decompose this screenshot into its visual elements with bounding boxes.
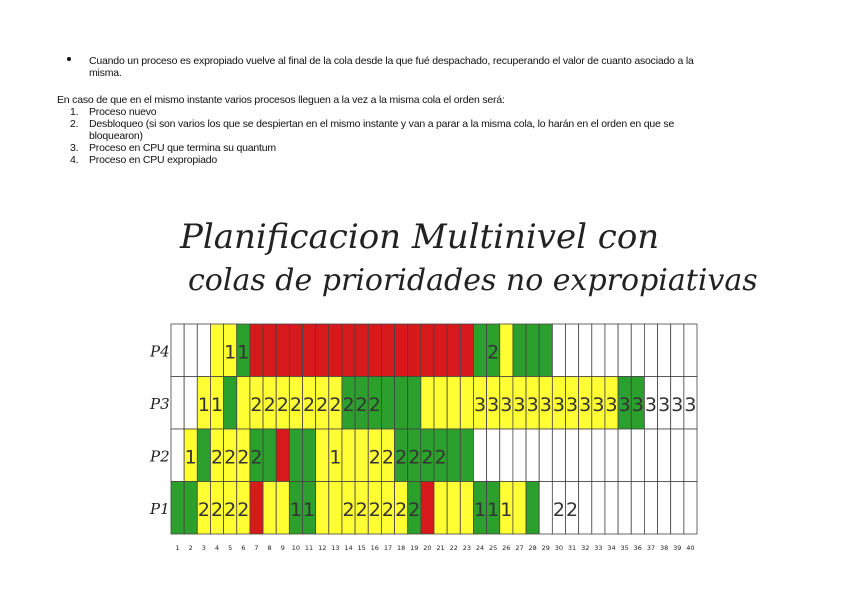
cell-digit: 2: [250, 446, 263, 469]
cell-digit: 3: [552, 393, 565, 416]
gantt-cell: [671, 324, 684, 377]
axis-tick-label: 28: [528, 544, 537, 552]
gantt-cell: [684, 429, 697, 482]
axis-tick-label: 3: [201, 544, 206, 552]
figure-title-line1: Planificacion Multinivel con: [180, 217, 660, 257]
cell-digit: 1: [289, 498, 302, 521]
axis-tick-label: 40: [686, 544, 695, 552]
gantt-cell: [592, 324, 605, 377]
bullet-text-line1: Cuando un proceso es expropiado vuelve al final de la cola desde la que fué despachado, recuperando el valor de cuanto asociado a la: [89, 55, 694, 67]
gantt-cell: [631, 429, 644, 482]
gantt-cell: [408, 324, 421, 377]
gantt-cell: [171, 377, 184, 430]
gantt-cell: [316, 324, 329, 377]
gantt-cell: [303, 324, 316, 377]
gantt-cell: [263, 324, 276, 377]
axis-tick-label: 10: [291, 544, 301, 552]
gantt-cell: [184, 324, 197, 377]
gantt-cell: [316, 429, 329, 482]
gantt-cell: [303, 429, 316, 482]
gantt-cell: [263, 429, 276, 482]
gantt-cell: [342, 324, 355, 377]
gantt-cell: [460, 377, 473, 430]
gantt-cell: [500, 324, 513, 377]
cell-digit: 3: [539, 393, 552, 416]
gantt-grid: [149, 324, 697, 552]
gantt-cell: [644, 324, 657, 377]
cell-digit: 1: [184, 446, 197, 469]
gantt-cell: [618, 324, 631, 377]
figure-title-line2: colas de prioridades no expropiativas: [188, 263, 758, 298]
gantt-cell: [421, 377, 434, 430]
axis-tick-label: 35: [620, 544, 629, 552]
gantt-cell: [381, 324, 394, 377]
cell-digit: 2: [329, 393, 342, 416]
gantt-cell: [395, 324, 408, 377]
cell-digit: 2: [250, 393, 263, 416]
list-item-text: Proceso en CPU expropiado: [89, 154, 218, 166]
bullet-text-line2: misma.: [89, 67, 122, 79]
gantt-cell: [684, 324, 697, 377]
gantt-cell: [618, 482, 631, 535]
gantt-cell: [460, 482, 473, 535]
axis-tick-label: 13: [331, 544, 340, 552]
gantt-cell: [197, 429, 210, 482]
gantt-cell: [381, 377, 394, 430]
cell-digit: 2: [395, 446, 408, 469]
gantt-cell: [513, 429, 526, 482]
gantt-cell: [605, 324, 618, 377]
gantt-cell: [539, 429, 552, 482]
gantt-cell: [631, 324, 644, 377]
axis-tick-label: 27: [515, 544, 524, 552]
gantt-cell: [250, 482, 263, 535]
list-number: 3.: [70, 142, 79, 154]
cell-digit: 2: [381, 498, 395, 521]
gantt-cell: [210, 324, 223, 377]
cell-digit: 1: [210, 393, 224, 416]
list-item-text: Proceso nuevo: [89, 106, 157, 118]
gantt-cell: [487, 429, 500, 482]
cell-digit: 2: [316, 393, 329, 416]
axis-tick-label: 1: [175, 544, 180, 552]
cell-digit: 2: [342, 393, 355, 416]
cell-digit: 1: [237, 341, 250, 364]
list-number: 2.: [70, 118, 79, 130]
gantt-cell: [197, 324, 210, 377]
cell-digit: 1: [329, 446, 342, 469]
cell-digit: 3: [658, 393, 671, 416]
axis-tick-label: 39: [673, 544, 682, 552]
gantt-cell: [184, 482, 197, 535]
cell-digit: 2: [434, 446, 447, 469]
cell-digit: 2: [210, 446, 224, 469]
gantt-cell: [276, 429, 289, 482]
gantt-cell: [566, 324, 579, 377]
gantt-cell: [592, 482, 605, 535]
axis-tick-label: 29: [541, 544, 550, 552]
gantt-cell: [421, 324, 434, 377]
gantt-cell: [329, 482, 342, 535]
axis-tick-label: 17: [383, 544, 393, 552]
cell-digit: 3: [513, 393, 526, 416]
cell-digit: 3: [684, 393, 697, 416]
gantt-cell: [539, 324, 552, 377]
gantt-cell: [552, 324, 565, 377]
gantt-cell: [421, 482, 434, 535]
gantt-cell: [566, 429, 579, 482]
axis-tick-label: 25: [489, 544, 498, 552]
cell-digit: 1: [487, 498, 500, 521]
cell-digit: 2: [408, 498, 421, 521]
cell-digit: 2: [224, 498, 237, 521]
gantt-cell: [473, 324, 486, 377]
cell-digit: 2: [368, 498, 381, 521]
gantt-cell: [658, 482, 671, 535]
intro-paragraph: En caso de que en el mismo instante varios procesos lleguen a la vez a la misma cola el orden será:: [57, 94, 505, 106]
gantt-cell: [526, 429, 539, 482]
gantt-cell: [460, 429, 473, 482]
gantt-cell: [526, 482, 539, 535]
gantt-cell: [671, 429, 684, 482]
axis-tick-label: 23: [462, 544, 472, 552]
gantt-cell: [526, 324, 539, 377]
gantt-cell: [250, 324, 263, 377]
cell-digit: 3: [566, 393, 579, 416]
gantt-cell: [671, 482, 684, 535]
cell-digit: 2: [197, 498, 210, 521]
cell-digit: 2: [276, 393, 289, 416]
gantt-cell: [579, 324, 592, 377]
cell-digit: 3: [631, 393, 644, 416]
gantt-cell: [289, 429, 302, 482]
cell-digit: 3: [579, 393, 592, 416]
gantt-cell: [171, 429, 184, 482]
row-label: P2: [150, 447, 170, 466]
axis-tick-label: 6: [241, 544, 246, 552]
cell-digit: 2: [355, 498, 368, 521]
gantt-cell: [263, 482, 276, 535]
row-label: P4: [150, 342, 170, 361]
cell-digit: 2: [421, 446, 434, 469]
cell-digit: 3: [605, 393, 618, 416]
cell-digit: 2: [552, 498, 565, 521]
gantt-cell: [447, 482, 460, 535]
gantt-cell: [513, 482, 526, 535]
gantt-cell: [513, 324, 526, 377]
row-label: P1: [150, 499, 170, 518]
cell-digit: 1: [500, 498, 513, 521]
list-item-text: bloquearon): [89, 130, 143, 142]
gantt-cell: [592, 429, 605, 482]
axis-tick-label: 26: [502, 544, 511, 552]
gantt-cell: [224, 377, 237, 430]
axis-tick-label: 37: [646, 544, 656, 552]
axis-tick-label: 22: [449, 544, 458, 552]
cell-digit: 2: [355, 393, 368, 416]
cell-digit: 2: [237, 498, 250, 521]
gantt-cell: [316, 482, 329, 535]
cell-digit: 2: [263, 393, 276, 416]
gantt-cell: [473, 429, 486, 482]
gantt-cell: [184, 377, 197, 430]
cell-digit: 1: [473, 498, 487, 521]
gantt-cell: [355, 429, 368, 482]
gantt-cell: [276, 482, 289, 535]
list-item-text: Proceso en CPU que termina su quantum: [89, 142, 276, 154]
gantt-cell: [644, 482, 657, 535]
gantt-cell: [276, 324, 289, 377]
axis-tick-label: 30: [554, 544, 564, 552]
cell-digit: 3: [473, 393, 487, 416]
axis-tick-label: 38: [659, 544, 669, 552]
gantt-cell: [579, 482, 592, 535]
axis-tick-label: 18: [396, 544, 406, 552]
axis-tick-label: 34: [607, 544, 616, 552]
gantt-cell: [171, 324, 184, 377]
gantt-cell: [631, 482, 644, 535]
axis-tick-label: 16: [370, 544, 379, 552]
cell-digit: 1: [197, 393, 210, 416]
axis-tick-label: 36: [633, 544, 642, 552]
gantt-cell: [539, 482, 552, 535]
gantt-cell: [395, 377, 408, 430]
cell-digit: 2: [289, 393, 302, 416]
axis-tick-label: 20: [423, 544, 432, 552]
gantt-cell: [289, 324, 302, 377]
gantt-cell: [552, 429, 565, 482]
list-item-text: Desbloqueo (si son varios los que se despiertan en el mismo instante y van a parar a la misma cola, lo harán en el orden en que se: [89, 118, 675, 130]
axis-tick-label: 32: [581, 544, 590, 552]
cell-digit: 3: [592, 393, 605, 416]
gantt-cell: [329, 324, 342, 377]
axis-tick-label: 4: [214, 544, 220, 552]
axis-tick-label: 11: [304, 544, 314, 552]
gantt-cell: [658, 324, 671, 377]
gantt-cell: [500, 429, 513, 482]
axis-tick-label: 24: [475, 544, 485, 552]
row-label: P3: [150, 394, 170, 413]
cell-digit: 2: [566, 498, 579, 521]
gantt-cell: [434, 377, 447, 430]
cell-digit: 2: [368, 446, 381, 469]
axis-tick-label: 9: [280, 544, 285, 552]
gantt-cell: [237, 377, 250, 430]
cell-digit: 3: [671, 393, 684, 416]
cell-digit: 2: [224, 446, 237, 469]
gantt-cell: [644, 429, 657, 482]
cell-digit: 3: [500, 393, 513, 416]
axis-tick-label: 12: [318, 544, 327, 552]
axis-tick-label: 8: [267, 544, 272, 552]
list-number: 1.: [70, 106, 79, 118]
gantt-cell: [447, 429, 460, 482]
gantt-cell: [434, 324, 447, 377]
axis-tick-label: 5: [228, 544, 233, 552]
list-number: 4.: [70, 154, 79, 166]
gantt-cell: [447, 324, 460, 377]
gantt-cell: [355, 324, 368, 377]
cell-digit: 2: [487, 341, 500, 364]
cell-digit: 2: [381, 446, 395, 469]
cell-digit: 2: [408, 446, 421, 469]
cell-digit: 2: [342, 498, 355, 521]
cell-digit: 2: [368, 393, 381, 416]
cell-digit: 2: [237, 446, 250, 469]
cell-digit: 1: [303, 498, 316, 521]
gantt-cell: [434, 482, 447, 535]
axis-tick-label: 33: [594, 544, 603, 552]
cell-digit: 1: [224, 341, 237, 364]
cell-digit: 2: [303, 393, 316, 416]
gantt-cell: [408, 377, 421, 430]
cell-digit: 3: [618, 393, 631, 416]
cell-digit: 3: [644, 393, 658, 416]
axis-tick-label: 21: [436, 544, 445, 552]
gantt-cell: [171, 482, 184, 535]
cell-digit: 3: [526, 393, 539, 416]
axis-tick-label: 31: [567, 544, 577, 552]
gantt-cell: [605, 482, 618, 535]
cell-digit: 2: [210, 498, 224, 521]
axis-tick-label: 14: [344, 544, 353, 552]
axis-tick-label: 15: [357, 544, 366, 552]
gantt-cell: [447, 377, 460, 430]
axis-tick-label: 7: [254, 544, 259, 552]
gantt-cell: [658, 429, 671, 482]
axis-tick-label: 2: [188, 544, 193, 552]
gantt-cell: [579, 429, 592, 482]
gantt-cell: [342, 429, 355, 482]
gantt-cell: [618, 429, 631, 482]
cell-digit: 2: [395, 498, 408, 521]
gantt-cell: [368, 324, 381, 377]
gantt-cell: [684, 482, 697, 535]
cell-digit: 3: [487, 393, 500, 416]
gantt-cell: [460, 324, 473, 377]
axis-tick-label: 19: [410, 544, 419, 552]
gantt-cell: [605, 429, 618, 482]
